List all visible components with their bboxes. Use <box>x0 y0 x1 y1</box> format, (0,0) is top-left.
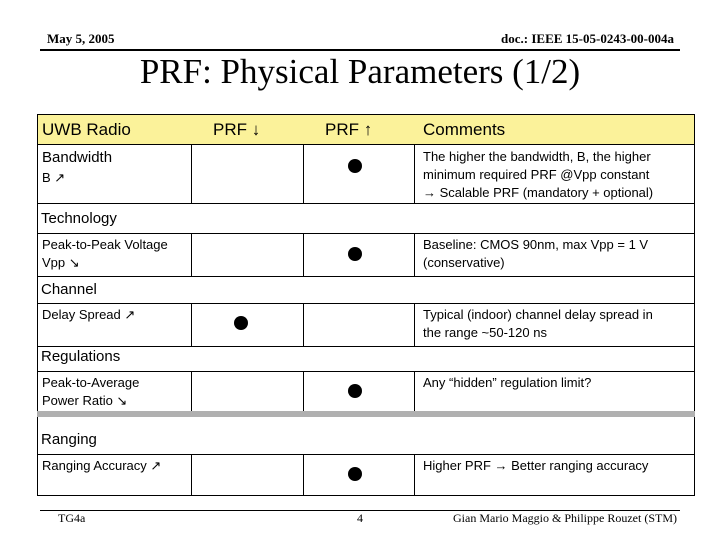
row-divider <box>37 276 695 277</box>
column-divider <box>303 303 304 346</box>
header-doc-id: doc.: IEEE 15-05-0243-00-004a <box>501 31 674 46</box>
row-divider <box>37 303 695 304</box>
column-divider <box>414 454 415 496</box>
row-divider <box>37 203 695 204</box>
header-divider <box>40 49 680 51</box>
column-divider <box>191 303 192 346</box>
row-param-ranging: Ranging Accuracy ↗ <box>42 458 162 473</box>
row-param-bandwidth: B ↗ <box>42 170 66 185</box>
prf-up-marker-ranging <box>348 467 362 481</box>
prf-down-marker-channel <box>234 316 248 330</box>
row-param-regulations: Peak-to-Average Power Ratio ↘ <box>42 375 140 408</box>
column-header-uwb-radio: UWB Radio <box>42 120 131 139</box>
row-param-technology: Peak-to-Peak Voltage Vpp ↘ <box>42 237 168 270</box>
column-divider <box>414 233 415 276</box>
parameter-table <box>37 114 695 496</box>
prf-up-marker-bandwidth <box>348 159 362 173</box>
column-divider <box>191 371 192 411</box>
gray-separator-bar <box>37 411 695 417</box>
prf-up-marker-regulations <box>348 384 362 398</box>
column-divider <box>303 233 304 276</box>
column-divider <box>414 303 415 346</box>
column-divider <box>414 145 415 203</box>
page-number: 4 <box>357 511 363 525</box>
slide-title: PRF: Physical Parameters (1/2) <box>139 52 581 91</box>
table-border-bottom <box>37 495 695 496</box>
footer-authors: Gian Mario Maggio & Philippe Rouzet (STM) <box>453 511 677 525</box>
section-title-technology: Technology <box>41 210 117 227</box>
section-title-ranging: Ranging <box>41 431 97 448</box>
section-title-regulations: Regulations <box>41 348 121 365</box>
comment-line: (conservative) <box>423 255 505 270</box>
comment-line: Baseline: CMOS 90nm, max Vpp = 1 V <box>423 237 649 252</box>
column-header-prf-up: PRF ↑ <box>325 120 373 139</box>
column-divider <box>191 145 192 203</box>
row-divider <box>37 346 695 347</box>
row-divider <box>37 454 695 455</box>
column-divider <box>191 454 192 496</box>
comment-line: the range ~50-120 ns <box>423 325 547 340</box>
row-divider <box>37 371 695 372</box>
section-title-channel: Channel <box>41 281 97 298</box>
column-divider <box>191 233 192 276</box>
column-header-comments: Comments <box>423 120 506 139</box>
table-border-left <box>37 145 38 496</box>
table-border-right <box>694 145 695 496</box>
comment-line: Typical (indoor) channel delay spread in <box>423 307 653 322</box>
comment-line: Any “hidden” regulation limit? <box>423 375 592 390</box>
row-title-bandwidth: Bandwidth <box>42 149 113 166</box>
column-divider <box>303 145 304 203</box>
row-divider <box>37 233 695 234</box>
comment-line: Higher PRF → Better ranging accuracy <box>423 458 649 473</box>
column-header-prf-down: PRF ↓ <box>213 120 261 139</box>
column-divider <box>303 371 304 411</box>
comment-line: → Scalable PRF (mandatory + optional) <box>423 185 654 200</box>
row-param-channel: Delay Spread ↗ <box>42 307 136 322</box>
comment-line: minimum required PRF @Vpp constant <box>423 167 650 182</box>
footer-group: TG4a <box>58 511 86 525</box>
column-divider <box>303 454 304 496</box>
header-date: May 5, 2005 <box>47 31 115 46</box>
column-divider <box>414 371 415 411</box>
prf-up-marker-technology <box>348 247 362 261</box>
comment-line: The higher the bandwidth, B, the higher <box>423 149 651 164</box>
